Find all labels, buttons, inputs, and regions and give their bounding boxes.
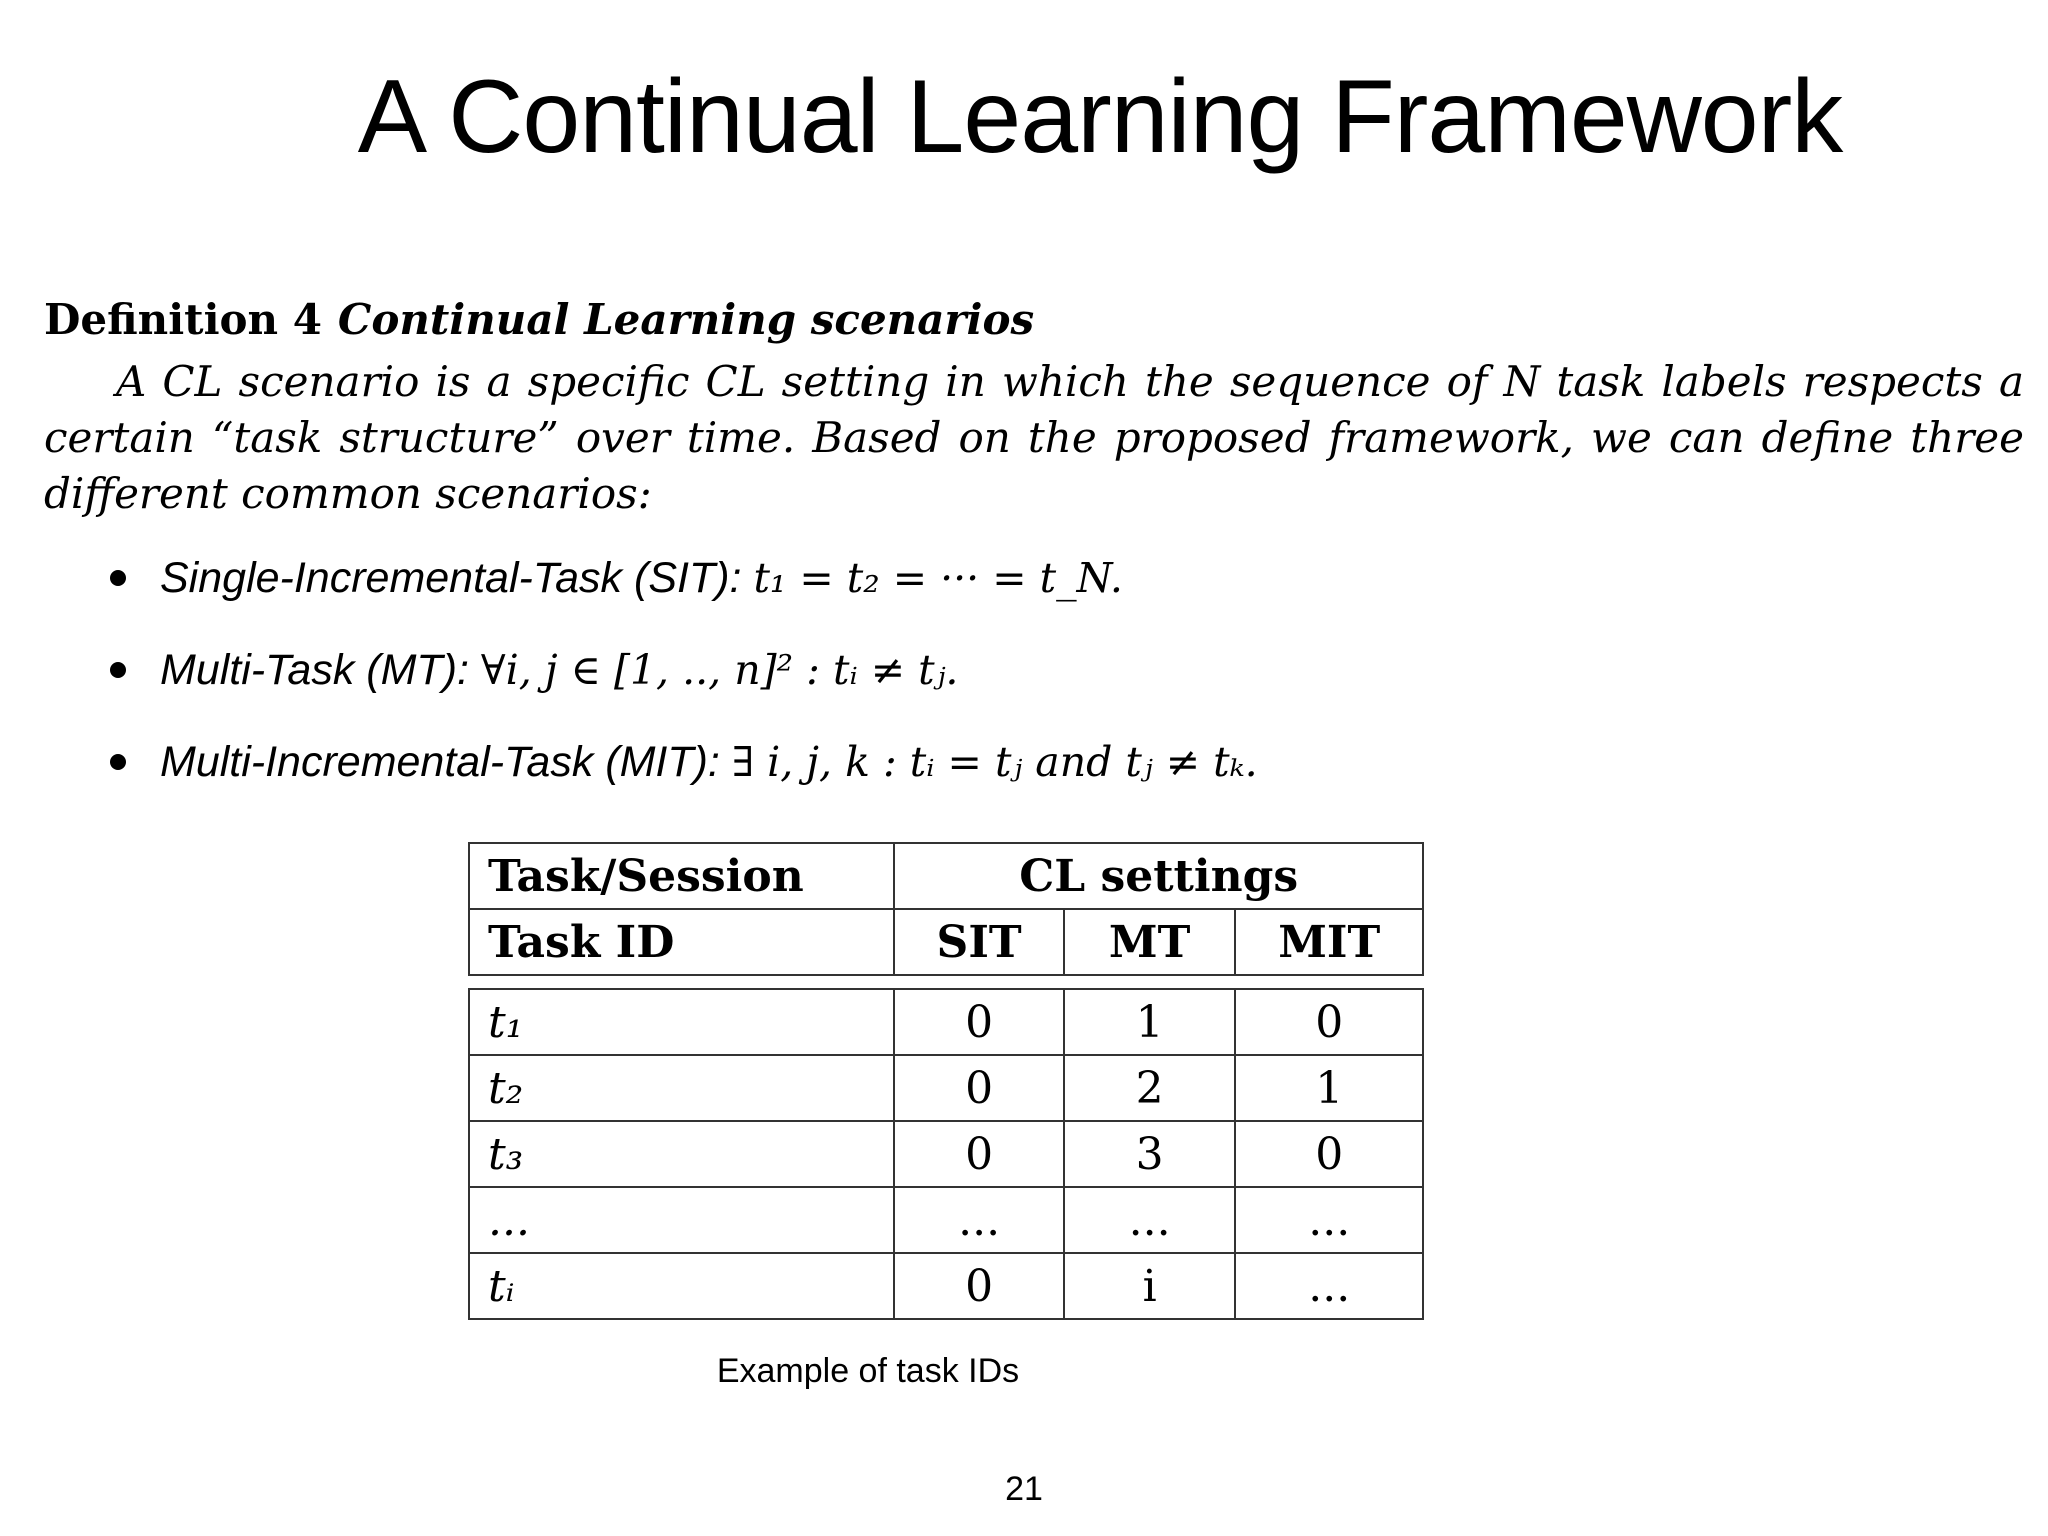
scenario-label: Single-Incremental-Task (SIT):: [160, 554, 742, 602]
cell-task-id: t₂: [469, 1055, 894, 1121]
header-cl-settings: CL settings: [894, 843, 1423, 909]
table-row: [469, 1055, 1423, 1121]
table-header-row: [469, 909, 1423, 975]
cell-sit: 0: [894, 1055, 1064, 1121]
header-task-id: Task ID: [469, 909, 894, 975]
scenario-formula: t₁ = t₂ = ··· = t_N.: [753, 554, 1123, 602]
cell-sit: 0: [894, 1253, 1064, 1319]
cell-sit: 0: [894, 1121, 1064, 1187]
table-row: [469, 989, 1423, 1055]
definition-title: Continual Learning scenarios: [337, 295, 1035, 344]
cell-mit: 0: [1235, 989, 1423, 1055]
header-mit: MIT: [1235, 909, 1423, 975]
definition-block: [44, 292, 2024, 522]
scenario-label: Multi-Incremental-Task (MIT):: [160, 738, 720, 786]
table-row: [469, 1187, 1423, 1253]
page-number: 21: [1005, 1470, 1043, 1508]
cell-task-id: t₁: [469, 989, 894, 1055]
cell-sit: ...: [894, 1187, 1064, 1253]
cell-task-id: tᵢ: [469, 1253, 894, 1319]
header-task-session: Task/Session: [469, 843, 894, 909]
task-id-table: [468, 842, 1424, 1320]
table-row: [469, 1253, 1423, 1319]
definition-number: Definition 4: [44, 295, 322, 344]
cell-mit: ...: [1235, 1187, 1423, 1253]
cell-mit: 0: [1235, 1121, 1423, 1187]
scenario-formula: ∀i, j ∈ [1, .., n]² : tᵢ ≠ tⱼ.: [480, 646, 959, 694]
scenario-item-sit: [110, 548, 2010, 640]
bullet-icon: [110, 570, 126, 586]
table-caption: Example of task IDs: [716, 1352, 1020, 1390]
cell-mt: i: [1064, 1253, 1236, 1319]
definition-text: A CL scenario is a specific CL setting in which the sequence of N task labels respects a certain “task structure” over time. Based on the proposed framework, we can define three different common scenarios:: [44, 357, 2024, 518]
header-sit: SIT: [894, 909, 1064, 975]
cell-mt: 1: [1064, 989, 1236, 1055]
scenario-list: [110, 548, 2010, 824]
cell-mt: ...: [1064, 1187, 1236, 1253]
scenario-formula: ∃ i, j, k : tᵢ = tⱼ and tⱼ ≠ tₖ.: [731, 738, 1258, 786]
cell-task-id: t₃: [469, 1121, 894, 1187]
cell-mt: 3: [1064, 1121, 1236, 1187]
bullet-icon: [110, 662, 126, 678]
cell-task-id: ...: [469, 1187, 894, 1253]
scenario-item-mt: [110, 640, 2010, 732]
definition-heading: [44, 292, 2024, 348]
table-gap: [469, 975, 1423, 989]
bullet-icon: [110, 754, 126, 770]
cell-sit: 0: [894, 989, 1064, 1055]
scenario-label: Multi-Task (MT):: [160, 646, 469, 694]
cell-mit: ...: [1235, 1253, 1423, 1319]
definition-body: [44, 354, 2024, 522]
scenario-item-mit: [110, 732, 2010, 824]
header-mt: MT: [1064, 909, 1236, 975]
slide-title: A Continual Learning Framework: [357, 59, 1843, 175]
cell-mt: 2: [1064, 1055, 1236, 1121]
table-row: [469, 1121, 1423, 1187]
table-header-row: [469, 843, 1423, 909]
cell-mit: 1: [1235, 1055, 1423, 1121]
